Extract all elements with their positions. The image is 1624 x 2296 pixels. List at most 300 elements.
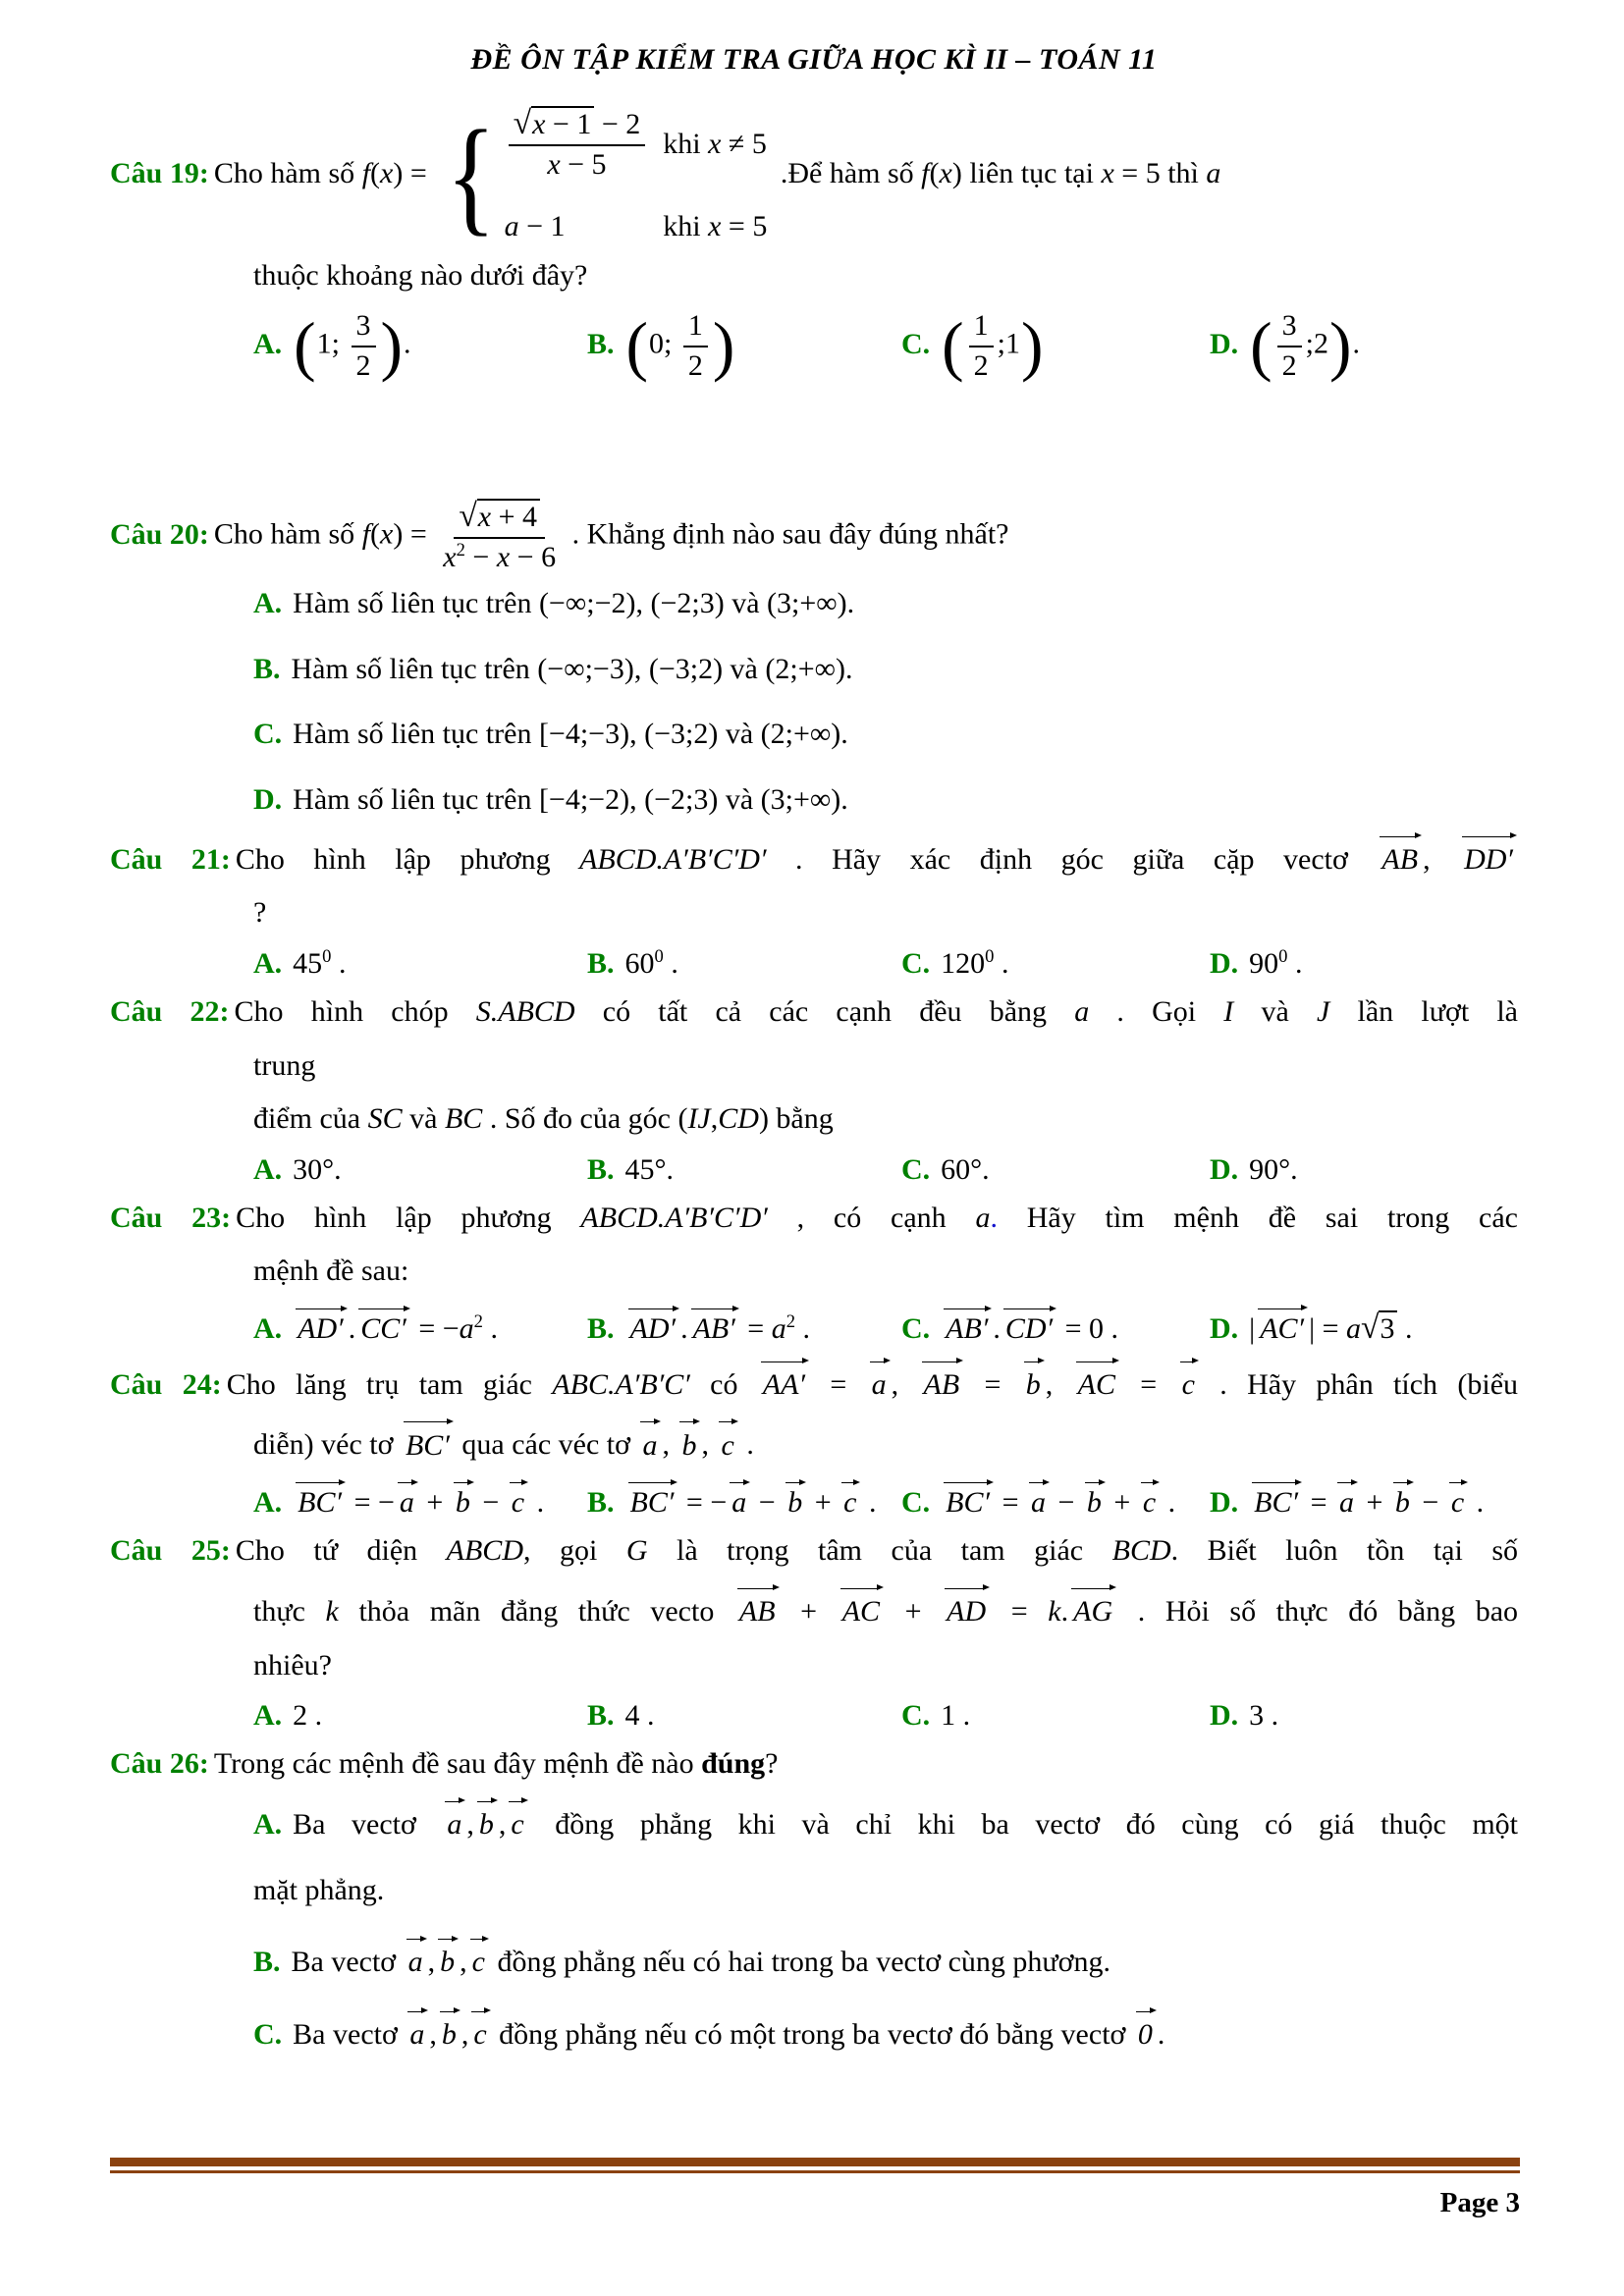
options-row — [253, 1699, 1518, 1733]
text-run: khi — [663, 127, 709, 160]
vector-arrow-notation: b — [1393, 1479, 1412, 1520]
question-line — [110, 499, 1518, 574]
vector-arrow-notation: AB — [737, 1585, 778, 1631]
vector-arrow-notation: c — [1449, 1479, 1466, 1520]
text-run: Cho hàm số — [213, 517, 362, 551]
vector-arrow-notation: b — [438, 1936, 457, 1982]
options-row — [253, 1479, 1518, 1520]
option-C — [901, 309, 1210, 383]
vector-arrow-notation: a — [870, 1359, 889, 1405]
superscript: 0 — [322, 945, 332, 967]
option-B — [587, 1153, 901, 1187]
vector-arrow-notation: b — [440, 2008, 459, 2055]
text-run: 3 — [355, 309, 371, 343]
text-run: lần lượt là — [1329, 994, 1518, 1028]
text-run: Cho hình chóp — [234, 994, 476, 1028]
text-run: . — [331, 946, 347, 980]
text-run: Cho hàm số — [213, 157, 362, 190]
page-number: Page 3 — [1439, 2187, 1520, 2218]
option-letter: D. — [1210, 1699, 1239, 1733]
fraction — [969, 309, 994, 383]
vector-arrow-notation: a — [398, 1479, 416, 1520]
option-letter: B. — [587, 1312, 615, 1346]
option-A — [253, 1699, 587, 1733]
question-label: Câu 19: — [110, 157, 209, 190]
text-run: x — [443, 540, 457, 573]
radicand — [1379, 1310, 1397, 1347]
text-run: . — [1161, 1486, 1176, 1520]
text-run: + — [418, 1486, 451, 1520]
text-run: . Hãy xác định góc giữa cặp vectơ — [766, 842, 1378, 876]
option-B — [587, 1306, 901, 1346]
option-letter: B. — [587, 327, 615, 360]
vector-arrow-notation: b — [679, 1418, 698, 1465]
option-D — [253, 780, 1518, 820]
text-run: 45°. — [624, 1152, 675, 1186]
text-run: Hàm số liên tục trên (−∞;−3), (−3;2) và (2;+∞). — [291, 652, 853, 685]
option-A — [253, 1153, 587, 1187]
question-line — [110, 992, 1518, 1032]
text-run: Cho lăng trụ tam giác — [226, 1367, 553, 1401]
fraction — [509, 106, 646, 182]
text-run: J — [1317, 994, 1330, 1028]
question-line — [110, 1744, 1518, 1784]
text-run: BC — [444, 1102, 483, 1136]
option-letter: C. — [901, 1699, 931, 1733]
option-letter: A. — [253, 1152, 283, 1186]
text-run: f — [921, 157, 930, 190]
text-run: , có cạnh — [767, 1201, 976, 1234]
vector-arrow-notation: AD′ — [296, 1306, 346, 1346]
vector-arrow-notation: a — [407, 2008, 426, 2055]
vector-arrow-notation: 0 — [1136, 2008, 1155, 2055]
vector-arrow-notation: AG — [1071, 1585, 1114, 1631]
option-letter: D. — [1210, 1312, 1239, 1346]
fraction — [352, 309, 376, 383]
text-run: ? — [253, 896, 267, 930]
option-A — [253, 947, 587, 981]
option-C — [901, 1306, 1210, 1346]
vector-arrow-notation: CD′ — [1003, 1306, 1055, 1346]
text-run: x — [496, 540, 511, 573]
text-run: ) = — [393, 157, 435, 190]
text-run: a — [975, 1201, 991, 1234]
vector-arrow-notation: AD — [945, 1585, 988, 1631]
text-run: Hãy tìm mệnh đề sai trong các — [997, 1201, 1519, 1234]
text-run: ( — [370, 517, 381, 551]
cases-rows — [505, 106, 768, 246]
option-letter: B. — [253, 652, 281, 685]
text-run: ABC.A′B′C′ — [552, 1367, 690, 1401]
option-B — [253, 1936, 1518, 1982]
text-run: 4 . — [624, 1699, 655, 1733]
text-run: − — [1051, 1486, 1082, 1520]
text-run: ABCD — [446, 1534, 523, 1568]
option-letter: C. — [901, 1312, 931, 1346]
text-run: | — [1249, 1312, 1256, 1346]
text-run: S.ABCD — [475, 994, 575, 1028]
text-run: .Để hàm số — [773, 157, 922, 190]
superscript: 0 — [654, 945, 664, 967]
text-run: x — [1101, 157, 1114, 190]
text-run: 30°. — [293, 1152, 342, 1186]
vector-arrow-notation: b — [1085, 1479, 1104, 1520]
text-run: x — [477, 501, 492, 534]
option-A — [253, 1479, 587, 1520]
option-C — [901, 1153, 1210, 1187]
text-run: trung — [253, 1048, 316, 1082]
text-run: + — [807, 1486, 839, 1520]
text-run: 1; — [316, 327, 348, 360]
vector-arrow-notation: BC′ — [404, 1418, 452, 1465]
text-run: + — [780, 1595, 838, 1629]
text-run: . Hỏi số thực đó bằng bao — [1117, 1595, 1519, 1629]
question-24 — [110, 1359, 1518, 1521]
text-run: = — [739, 1312, 772, 1346]
text-run: khi — [663, 210, 709, 242]
text-run: . Số đo của góc ( — [482, 1102, 688, 1136]
text-run: 3 . — [1249, 1699, 1279, 1733]
text-run: 2 . — [293, 1699, 323, 1733]
text-run: 60°. — [941, 1152, 990, 1186]
page-header-title: ĐỀ ÔN TẬP KIỂM TRA GIỮA HỌC KÌ II – TOÁN 11 — [470, 43, 1158, 76]
text-run: , — [1045, 1367, 1073, 1401]
text-run: k — [1048, 1595, 1061, 1629]
text-run: a — [771, 1312, 786, 1346]
vector-arrow-notation: BC′ — [628, 1479, 677, 1520]
superscript: 2 — [473, 1311, 483, 1333]
square-root — [514, 106, 595, 142]
text-run: . — [861, 1486, 877, 1520]
text-run: , — [427, 1946, 436, 1979]
option-letter: C. — [901, 1486, 931, 1520]
big-paren: ( — [625, 308, 648, 383]
numerator — [1277, 309, 1302, 347]
text-run: a — [504, 210, 519, 242]
option-B — [587, 1699, 901, 1733]
text-run: . — [482, 1312, 498, 1346]
question-line — [110, 1199, 1518, 1238]
question-line — [110, 833, 1518, 880]
text-run: . — [1397, 1312, 1413, 1346]
text-run: , — [701, 1428, 717, 1462]
text-run: . — [663, 946, 678, 980]
text-run: . — [529, 1486, 545, 1520]
superscript: 2 — [785, 1311, 796, 1333]
option-letter: C. — [901, 327, 931, 360]
text-run: − 6 — [510, 540, 557, 573]
denominator — [969, 347, 994, 384]
text-run: Hàm số liên tục trên [−4;−2), (−2;3) và (3;+∞). — [293, 782, 848, 816]
text-run: mệnh đề sau: — [253, 1255, 409, 1288]
vector-arrow-notation: c — [510, 1479, 526, 1520]
option-D — [1210, 1306, 1518, 1347]
text-run: = − — [678, 1486, 728, 1520]
text-run: 60 — [624, 946, 655, 980]
option-letter: C. — [901, 946, 931, 980]
text-run: | = — [1309, 1312, 1347, 1346]
text-run: , — [891, 1367, 919, 1401]
big-paren: ) — [380, 308, 403, 383]
text-run: + — [885, 1595, 943, 1629]
text-run: Trong các mệnh đề sau đây mệnh đề nào — [213, 1747, 702, 1781]
questions-list — [110, 103, 1519, 2055]
vector-arrow-notation: a — [1337, 1479, 1356, 1520]
superscript: 2 — [456, 539, 465, 561]
text-run: qua các véc tơ — [454, 1428, 638, 1462]
text-run: I — [1223, 994, 1234, 1028]
vector-arrow-notation: AB — [922, 1359, 962, 1405]
text-run: . — [403, 327, 411, 360]
text-run: − — [751, 1486, 784, 1520]
vector-arrow-notation: b — [454, 1479, 472, 1520]
options-row — [253, 1153, 1518, 1187]
text-run: Ba vectơ — [293, 1808, 443, 1842]
question-22 — [110, 992, 1518, 1187]
square-root — [459, 499, 540, 535]
radical-sign: √ — [513, 105, 532, 141]
option-B — [587, 309, 901, 383]
text-run: = — [1119, 1367, 1177, 1401]
text-run: là trọng tâm của tam giác — [647, 1534, 1112, 1568]
option-letter: A. — [253, 327, 283, 360]
text-run: . Biết luôn tồn tại số — [1170, 1534, 1519, 1568]
question-20 — [110, 499, 1518, 819]
option-letter: A. — [253, 1486, 283, 1520]
question-label: Câu 25: — [110, 1534, 231, 1568]
text-run: 2 — [687, 348, 703, 382]
vector-arrow-notation: b — [1024, 1359, 1043, 1405]
text-run: = — [810, 1367, 867, 1401]
text-run: . — [738, 1428, 754, 1462]
vector-arrow-notation: b — [477, 1798, 496, 1844]
options-row — [253, 1306, 1518, 1347]
question-label: Câu 26: — [110, 1747, 209, 1781]
option-letter: B. — [587, 1152, 615, 1186]
text-run: Cho tứ diện — [235, 1534, 447, 1568]
cases-cell — [505, 207, 566, 246]
text-run: . — [795, 1312, 811, 1346]
text-run: . — [993, 1312, 1001, 1346]
vector-arrow-notation: AB′ — [944, 1306, 990, 1346]
text-run: 3 — [1380, 1312, 1395, 1346]
option-C — [901, 1699, 1210, 1733]
text-run: = − — [347, 1486, 395, 1520]
question-23 — [110, 1199, 1518, 1347]
text-run: + — [1106, 1486, 1138, 1520]
text-run: ;1 — [997, 327, 1020, 360]
text-run: 45 — [293, 946, 323, 980]
fraction — [438, 499, 561, 574]
denominator — [438, 539, 561, 575]
option-letter: A. — [253, 1312, 283, 1346]
text-run: SC — [367, 1102, 403, 1136]
option-letter: D. — [1210, 1152, 1239, 1186]
text-run: Cho hình lập phương — [236, 1201, 581, 1234]
text-run: 0; — [649, 327, 679, 360]
text-run: 2 — [973, 348, 989, 382]
text-run: − — [474, 1486, 507, 1520]
option-B — [253, 650, 1518, 689]
numerator — [454, 499, 545, 539]
text-run: a — [1346, 1312, 1362, 1346]
text-run: = 5 thì — [1113, 157, 1207, 190]
text-run: − 1 — [518, 210, 566, 242]
text-run: và — [1233, 994, 1317, 1028]
text-run: = − — [410, 1312, 460, 1346]
text-run: đồng phẳng nếu có một trong ba vectơ đó bằng vectơ — [491, 2018, 1133, 2052]
text-run: 1 . — [941, 1699, 971, 1733]
option-A — [253, 1798, 1518, 1844]
vector-arrow-notation: AC′ — [1258, 1306, 1306, 1346]
question-25 — [110, 1531, 1518, 1733]
vector-arrow-notation: AA′ — [761, 1359, 807, 1405]
option-D — [1210, 309, 1518, 383]
text-run: − — [1414, 1486, 1446, 1520]
vector-arrow-notation: c — [509, 1798, 525, 1844]
option-C — [253, 715, 1518, 754]
option-D — [1210, 947, 1518, 981]
text-run: G — [625, 1534, 648, 1568]
option-letter: D. — [1210, 946, 1239, 980]
left-brace: { — [446, 103, 497, 248]
text-run: ABCD.A′B′C′D′ — [579, 842, 767, 876]
question-line — [110, 1531, 1518, 1571]
vector-arrow-notation: c — [471, 2008, 488, 2055]
radical-sign: √ — [459, 498, 477, 535]
question-21 — [110, 833, 1518, 981]
text-run: + — [1359, 1486, 1390, 1520]
vector-arrow-notation: CC′ — [358, 1306, 408, 1346]
text-run: Cho hình lập phương — [235, 842, 580, 876]
text-run: , — [460, 2018, 469, 2052]
option-A-cont — [253, 1871, 1518, 1910]
text-run: . — [990, 1201, 998, 1234]
numerator — [969, 309, 994, 347]
text-run: , — [429, 2018, 437, 2052]
option-C — [901, 1479, 1210, 1520]
vector-arrow-notation: a — [445, 1798, 463, 1844]
vector-arrow-notation: a — [1029, 1479, 1048, 1520]
vector-arrow-notation: c — [1141, 1479, 1158, 1520]
vector-arrow-notation: BC′ — [944, 1479, 992, 1520]
text-run: − 5 — [560, 147, 607, 181]
text-run: IJ — [687, 1102, 711, 1136]
text-run: ;2 — [1305, 327, 1328, 360]
question-26 — [110, 1744, 1518, 2055]
option-A — [253, 584, 1518, 623]
option-letter: A. — [253, 1808, 283, 1842]
text-run: thỏa mãn đẳng thức vecto — [338, 1595, 734, 1629]
text-run: Ba vectơ — [291, 1946, 404, 1979]
denominator — [683, 347, 708, 384]
denominator — [1277, 347, 1302, 384]
question-line — [110, 103, 1518, 248]
text-run: . Khẳng định nào sau đây đúng nhất? — [565, 517, 1009, 551]
question-label: Câu 22: — [110, 994, 230, 1028]
text-run: Hàm số liên tục trên (−∞;−2), (−2;3) và (3;+∞). — [293, 587, 855, 620]
text-run: − 2 — [594, 108, 641, 140]
question-line — [253, 1418, 1518, 1465]
option-B — [587, 947, 901, 981]
text-run: = — [1303, 1486, 1334, 1520]
vector-arrow-notation: c — [1180, 1359, 1197, 1405]
text-run: đồng phẳng khi và chỉ khi ba vectơ đó cùng có giá thuộc một — [528, 1808, 1519, 1842]
option-letter: B. — [253, 1946, 281, 1979]
text-run: x — [939, 157, 952, 190]
option-C — [901, 947, 1210, 981]
text-run: = — [995, 1486, 1026, 1520]
text-run: Ba vectơ — [293, 2018, 406, 2052]
radicand — [477, 499, 540, 535]
text-run: , — [498, 1808, 507, 1842]
fraction — [1277, 309, 1302, 383]
text-run: có tất cả các cạnh đều bằng — [574, 994, 1075, 1028]
vector-arrow-notation: c — [470, 1936, 487, 1982]
text-run: ? — [765, 1747, 779, 1781]
text-run: ) liên tục tại — [951, 157, 1102, 190]
text-run: ≠ 5 — [721, 127, 767, 160]
text-run: CD — [718, 1102, 759, 1136]
option-A — [253, 309, 587, 383]
fraction — [683, 309, 708, 383]
text-run: đúng — [701, 1747, 766, 1781]
question-line — [110, 1359, 1518, 1405]
big-paren: ( — [1250, 308, 1272, 383]
radical-sign: √ — [1361, 1309, 1380, 1347]
vector-arrow-notation: AC — [840, 1585, 882, 1631]
superscript: 0 — [985, 945, 995, 967]
option-letter: B. — [587, 1699, 615, 1733]
option-D — [1210, 1479, 1518, 1520]
text-run: diễn) véc tơ — [253, 1428, 401, 1462]
text-run: x — [708, 210, 722, 242]
text-run: f — [361, 157, 371, 190]
option-letter: D. — [1210, 1486, 1239, 1520]
text-run: thực — [253, 1595, 326, 1629]
text-run: x — [380, 157, 394, 190]
text-run: BCD — [1111, 1534, 1171, 1568]
cases-cell — [663, 125, 767, 164]
text-run: − — [464, 540, 497, 573]
cases-cell — [505, 106, 650, 182]
text-run: , — [460, 1946, 467, 1979]
option-letter: D. — [1210, 327, 1239, 360]
text-run: 1 — [973, 309, 989, 343]
text-run: . — [1469, 1486, 1485, 1520]
vector-arrow-notation: AB′ — [691, 1306, 737, 1346]
text-run: a — [1074, 994, 1090, 1028]
superscript: 0 — [1278, 945, 1288, 967]
option-letter: A. — [253, 946, 283, 980]
text-run: có — [689, 1367, 758, 1401]
text-run: ABCD.A′B′C′D′ — [580, 1201, 768, 1234]
text-run: 2 — [1281, 348, 1297, 382]
text-run: đồng phẳng nếu có hai trong ba vectơ cùng phương. — [490, 1946, 1111, 1979]
text-run: . — [1352, 327, 1360, 360]
question-line — [253, 1252, 1518, 1291]
text-run: x — [380, 517, 394, 551]
option-letter: D. — [253, 782, 283, 816]
text-run: 90 — [1249, 946, 1279, 980]
vector-arrow-notation: AD′ — [628, 1306, 678, 1346]
option-letter: C. — [901, 1152, 931, 1186]
text-run: . — [680, 1312, 688, 1346]
text-run: x — [532, 108, 546, 140]
option-letter: A. — [253, 1699, 283, 1733]
question-label: Câu 23: — [110, 1201, 232, 1234]
text-run: ( — [370, 157, 381, 190]
